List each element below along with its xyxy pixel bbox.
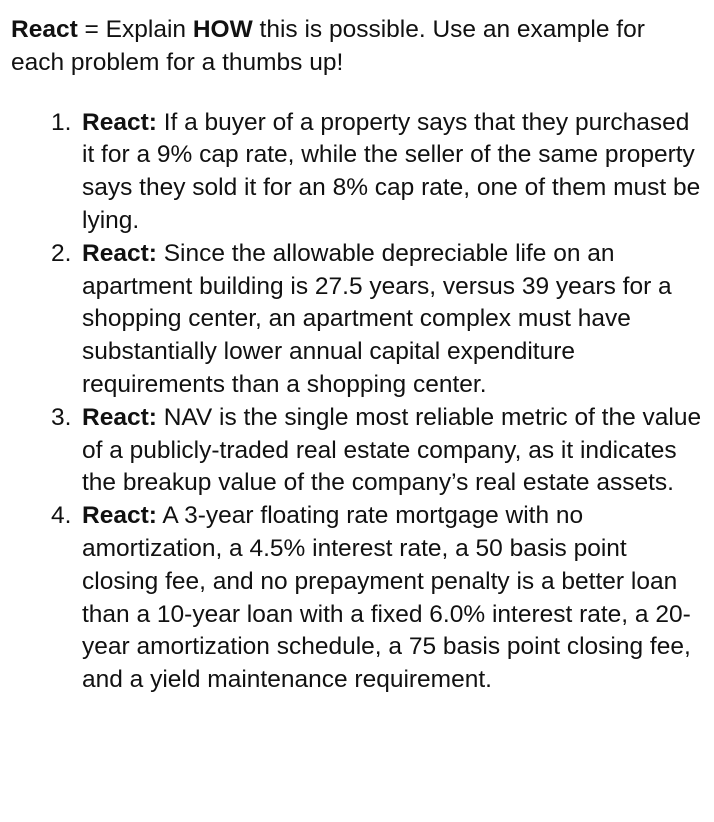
question-text: If a buyer of a property says that they purchased it for a 9% cap rate, while the seller of the same property says they sold it for an 8% cap rate, one of them must be lying. [82, 108, 701, 234]
document [11, 14, 703, 697]
question-lead: React: [82, 239, 157, 267]
instructions-lead: React [11, 16, 78, 43]
question-text: A 3-year floating rate mortgage with no amortization, a 4.5% interest rate, a 50 basis point closing fee, and no prepayment penalty is a better loan than a 10-year loan with a fixed 6.0% interest rate, a 20-year amortization schedule, a 75 basis point closing fee, and a yield maintenance requirement. [82, 502, 691, 694]
question-number: 4. [51, 502, 72, 530]
instructions-text-part1: = Explain [77, 16, 193, 43]
question-item [11, 107, 703, 238]
question-lead: React: [82, 403, 157, 431]
question-lead: React: [82, 502, 157, 530]
question-item [11, 238, 703, 402]
question-text: Since the allowable depreciable life on an apartment building is 27.5 years, versus 39 years for a shopping center, an apartment complex must have substantially lower annual capital expenditure requirements than a shopping center. [82, 239, 672, 398]
question-number: 1. [51, 108, 72, 136]
question-lead: React: [82, 108, 157, 136]
question-number: 2. [51, 239, 72, 267]
question-item [11, 402, 703, 500]
question-number: 3. [51, 403, 72, 431]
question-text: NAV is the single most reliable metric of the value of a publicly-traded real estate company, as it indicates the breakup value of the company’s real estate assets. [82, 403, 702, 497]
instructions-text-part2: this is possible. Use an example for each problem for a thumbs up! [11, 16, 645, 76]
question-list [11, 107, 703, 697]
instructions-emphasis: HOW [192, 16, 253, 43]
instructions-paragraph [11, 14, 703, 80]
question-item [11, 500, 703, 697]
